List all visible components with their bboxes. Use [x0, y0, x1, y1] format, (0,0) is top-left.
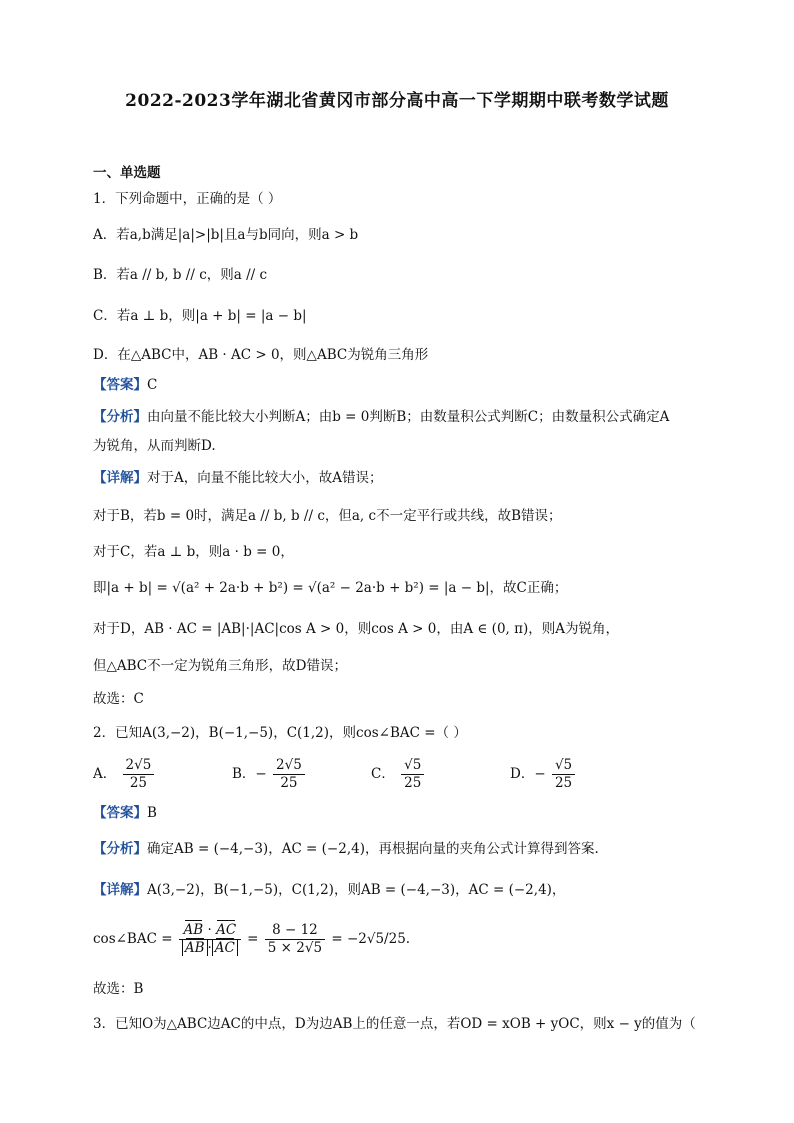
- q2-choice: 故选：B: [93, 981, 144, 997]
- q1-detail-3: 对于C，若a ⊥ b，则a · b = 0，: [93, 544, 294, 560]
- q1-detail-5: 对于D，AB · AC = |AB|·|AC|cos A > 0，则cos A > 0，由A ∈ (0, π)，则A为锐角，: [93, 621, 620, 637]
- q2-cos-fraction-values: $\frac{8 - 12}{5 \times 2√5}$: [265, 922, 325, 957]
- detail-tag: 【详解】: [93, 470, 147, 486]
- q2-answer-value: B: [147, 805, 157, 821]
- q1-option-c: C．若a ⊥ b，则|a + b| = |a − b|: [93, 308, 307, 324]
- q1-analysis-text-2: 为锐角，从而判断D.: [93, 438, 216, 454]
- q1-choice: 故选：C: [93, 691, 144, 707]
- q2-option-a: A． $\frac{2√5}{25}$: [93, 757, 156, 792]
- q1-analysis: [93, 408, 669, 426]
- q2-option-a-fraction: $\frac{2√5}{25}$: [123, 757, 155, 792]
- q1-analysis-text-1: 由向量不能比较大小判断A；由b = 0判断B；由数量积公式判断C；由数量积公式确定A: [147, 409, 670, 425]
- q1-stem: 1．下列命题中，正确的是（ ）: [93, 191, 282, 207]
- q1-answer: [93, 376, 157, 394]
- q2-cos-label: cos∠BAC =: [93, 931, 173, 947]
- q2-cos-result: = −2√5/25.: [331, 931, 411, 947]
- q3-stem: 3．已知O为△ABC边AC的中点，D为边AB上的任意一点，若OD = xOB + yOC，则x − y的值为（: [93, 1016, 696, 1032]
- q2-option-c: C． $\frac{√5}{25}$: [371, 757, 426, 792]
- q2-cos-fraction-vectors: $\frac{AB \cdot AC}{AB \cdot AC}$: [179, 922, 241, 957]
- q1-option-a: A．若a,b满足|a|>|b|且a与b同向，则a > b: [93, 227, 359, 243]
- q2-stem: 2．已知A(3,−2)，B(−1,−5)，C(1,2)，则cos∠BAC =（ ）: [93, 725, 467, 741]
- q1-detail-6: 但△ABC不一定为锐角三角形，故D错误；: [93, 658, 347, 674]
- q2-detail: 【详解】A(3,−2)，B(−1,−5)，C(1,2)，则AB = (−4,−3)，AC = (−2,4)，: [93, 882, 566, 898]
- q2-analysis-text: 确定AB = (−4,−3)，AC = (−2,4)，再根据向量的夹角公式计算得到答案.: [147, 841, 599, 857]
- q2-option-b-fraction: $\frac{2√5}{25}$: [273, 757, 305, 792]
- q1-detail: [93, 469, 383, 487]
- analysis-tag: 【分析】: [93, 409, 147, 425]
- q2-cos-formula: cos∠BAC = $\frac{AB \cdot AC}{AB \cdot AC}$ = $\frac{8 - 12}{5 \times 2√5}$ = −2√5/25.: [93, 922, 411, 956]
- q2-answer: 【答案】B: [93, 805, 157, 821]
- q1-option-b: B．若a // b, b // c，则a // c: [93, 267, 268, 283]
- q1-option-d: D．在△ABC中，AB · AC > 0，则△ABC为锐角三角形: [93, 347, 429, 363]
- q1-detail-2: 对于B，若b = 0时，满足a // b, b // c，但a, c不一定平行或共线，故B错误；: [93, 508, 562, 524]
- q2-analysis: 【分析】确定AB = (−4,−3)，AC = (−2,4)，再根据向量的夹角公式计算得到答案.: [93, 841, 599, 857]
- q2-option-d: D．− $\frac{√5}{25}$: [510, 757, 577, 792]
- section-heading: 一、单选题: [93, 165, 161, 181]
- q2-option-b: B．− $\frac{2√5}{25}$: [232, 757, 307, 792]
- q2-detail-1: A(3,−2)，B(−1,−5)，C(1,2)，则AB = (−4,−3)，AC = (−2,4)，: [147, 882, 566, 898]
- answer-tag: 【答案】: [93, 377, 147, 393]
- q2-option-c-fraction: $\frac{√5}{25}$: [401, 757, 424, 792]
- page-title: 2022-2023学年湖北省黄冈市部分高中高一下学期期中联考数学试题: [125, 91, 669, 111]
- q2-option-d-fraction: $\frac{√5}{25}$: [552, 757, 575, 792]
- q1-detail-4: 即|a + b| = √(a² + 2a·b + b²) = √(a² − 2a·b + b²) = |a − b|，故C正确；: [93, 580, 568, 596]
- q1-detail-1: 对于A，向量不能比较大小，故A错误；: [147, 470, 383, 486]
- q1-answer-value: C: [147, 377, 158, 393]
